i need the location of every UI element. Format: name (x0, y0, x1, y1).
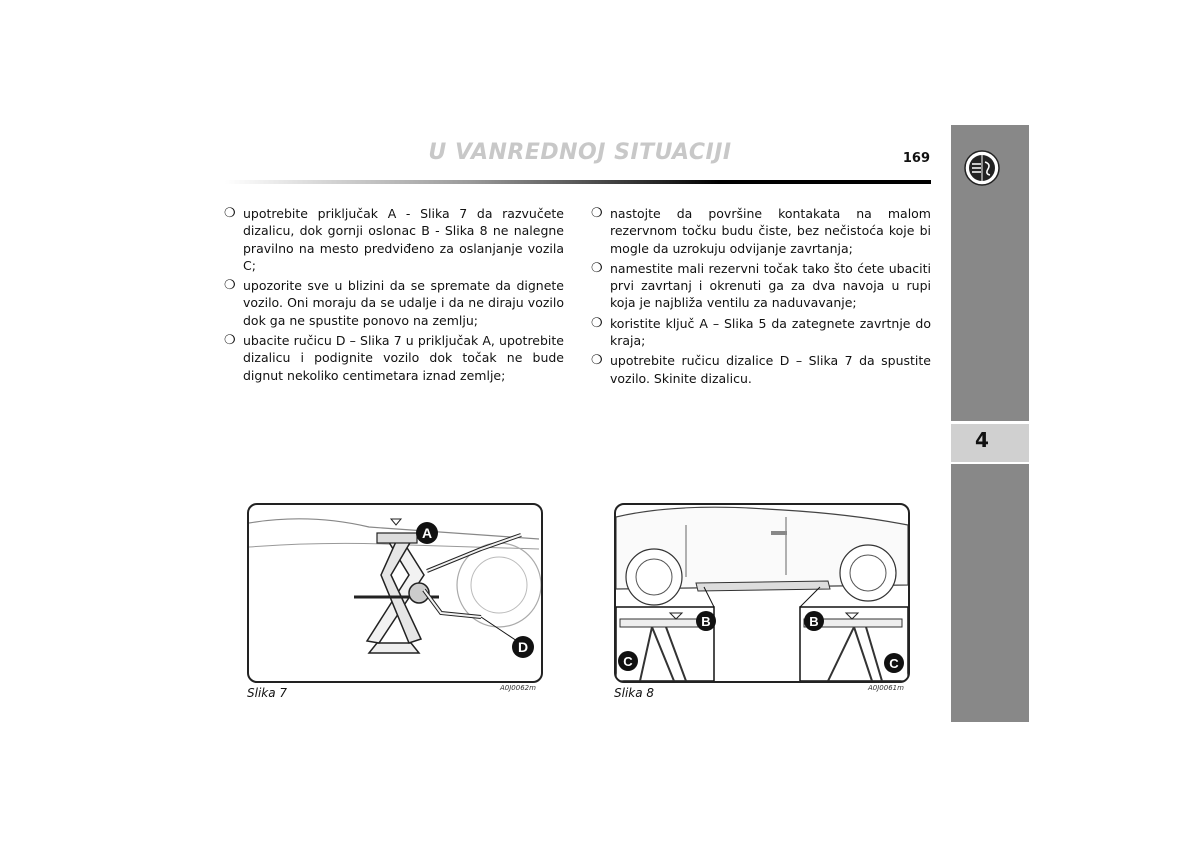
bullet-icon: ❍ (591, 260, 603, 276)
list-item: ❍ upotrebite ručicu dizalice D – Slika 7 da spustite vozilo. Skinite dizalicu. (591, 353, 931, 386)
svg-text:D: D (517, 639, 529, 655)
chapter-number: 4 (975, 428, 989, 452)
bullet-icon: ❍ (591, 353, 603, 369)
brand-logo-icon (964, 150, 1000, 186)
svg-text:C: C (623, 654, 633, 669)
callout-b-left (696, 611, 716, 631)
bullet-icon: ❍ (591, 206, 603, 221)
list-item: ❍ namestite mali rezervni točak tako što ćete ubaciti prvi zavrtanj i okrenuti ga za dva navoja u rupi koja je najbliža ventilu za naduvavanje; (591, 260, 931, 311)
header-rule (225, 180, 931, 184)
list-item: ❍ nastojte da površine kontakata na malom rezervnom točku budu čiste, bez nečistoća koje bi mogle da uzrokuju odvijanje zavrtanja; (591, 206, 931, 256)
list-item: ❍ upotrebite priključak A - Slika 7 da razvučete dizalicu, dok gornji oslonac B - Slika 8 ne nalegne pravilno na mesto predviđeno za oslanjanje vozila C; (224, 206, 564, 273)
bullet-icon: ❍ (224, 333, 236, 349)
page-number: 169 (902, 151, 930, 166)
right-column (591, 205, 931, 390)
figure-8 (614, 503, 910, 683)
callout-c-left (618, 651, 638, 671)
left-column (224, 205, 564, 387)
figure-8-caption: Slika 8 (614, 686, 655, 700)
car-jack-points-illustration (616, 505, 908, 681)
callout-d (481, 617, 534, 658)
bullet-icon: ❍ (224, 278, 236, 294)
figure-8-code: A0J0061m (868, 684, 904, 692)
svg-text:A: A (421, 525, 433, 541)
callout-c-right (884, 653, 904, 673)
list-item: ❍ koristite ključ A – Slika 5 da zategnete zavrtnje do kraja; (591, 315, 931, 349)
figure-7-code: A0J0062m (500, 684, 536, 692)
figure-7 (247, 503, 543, 683)
figure-7-caption: Slika 7 (247, 686, 288, 700)
svg-text:C: C (889, 656, 899, 671)
svg-text:B: B (701, 614, 711, 629)
bullet-icon: ❍ (224, 206, 236, 221)
list-item: ❍ ubacite ručicu D – Slika 7 u priključak A, upotrebite dizalicu i podignite vozilo dok točak ne bude dignut nekoliko centimetara iznad zemlje; (224, 333, 564, 383)
svg-text:B: B (809, 614, 819, 629)
callout-a (416, 522, 438, 544)
bullet-icon: ❍ (591, 315, 603, 331)
side-tab-bottom (951, 464, 1029, 722)
list-item: ❍ upozorite sve u blizini da se spremate da dignete vozilo. Oni moraju da se udalje i da ne diraju vozilo dok ga ne spustite ponovo na zemlju; (224, 278, 564, 328)
scissor-jack-illustration (249, 505, 541, 681)
callout-b-right (804, 611, 824, 631)
page-title: U VANREDNOJ SITUACIJI (428, 140, 732, 165)
